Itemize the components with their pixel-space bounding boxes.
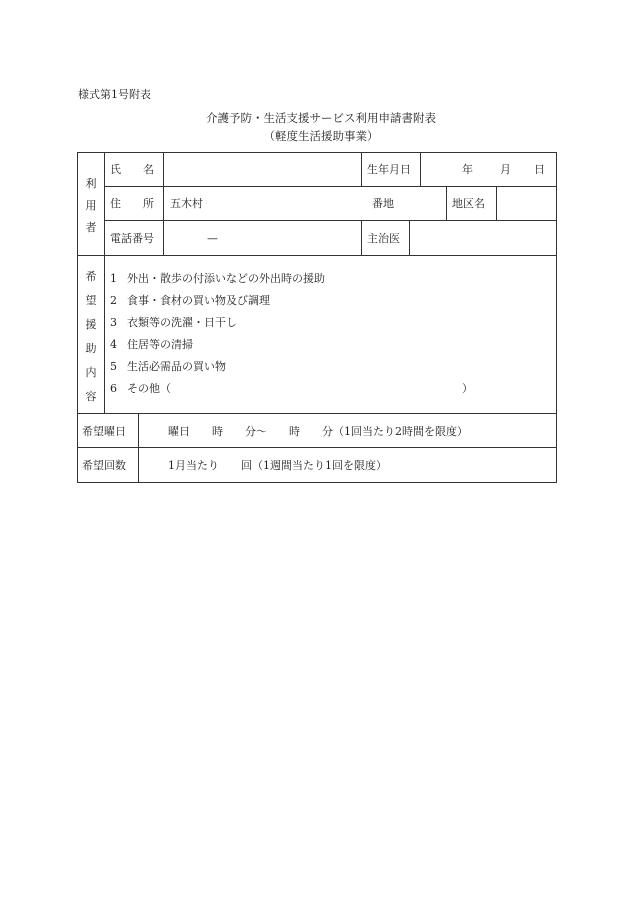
- column-divider: [361, 220, 362, 255]
- district-label: 地区名: [452, 197, 485, 210]
- support-item-text: その他（: [127, 382, 171, 395]
- support-item[interactable]: [108, 359, 553, 375]
- applicant-side-label-char: 用: [85, 199, 97, 212]
- row-divider: [77, 255, 557, 256]
- phone-field[interactable]: [165, 222, 359, 254]
- support-side-label-char: 内: [85, 366, 97, 379]
- column-divider: [420, 152, 421, 186]
- address-value: 五木村: [170, 197, 203, 210]
- address-label: 住 所: [110, 197, 154, 210]
- desired-day-text: 曜日 時 分～ 時 分（1回当たり2時間を限度）: [168, 425, 468, 438]
- desired-count-label: 希望回数: [82, 459, 126, 472]
- other-close-paren: ）: [462, 382, 473, 395]
- page-subtitle: （軽度生活援助事業）: [263, 129, 379, 143]
- support-side-label-char: 援: [85, 318, 97, 331]
- row-divider: [104, 186, 557, 187]
- column-divider: [163, 152, 164, 255]
- table-border-left: [77, 152, 78, 483]
- applicant-side-label-char: 者: [85, 221, 97, 234]
- form-number: 様式第1号附表: [78, 88, 151, 101]
- table-border-right: [556, 152, 557, 483]
- column-divider: [496, 186, 497, 220]
- support-item-text: 外出・散歩の付添いなどの外出時の援助: [127, 272, 325, 285]
- address-suffix: 番地: [372, 197, 394, 210]
- table-border-top: [77, 152, 557, 153]
- doctor-label: 主治医: [367, 232, 400, 245]
- column-divider: [104, 152, 105, 413]
- birth-year-unit: 年: [462, 163, 473, 176]
- support-side-label-char: 容: [85, 390, 97, 403]
- support-item[interactable]: [108, 381, 553, 397]
- support-item-text: 住居等の清掃: [127, 338, 193, 351]
- desired-count-field[interactable]: [140, 449, 555, 481]
- support-item-text: 衣類等の洗濯・日干し: [127, 316, 237, 329]
- support-item[interactable]: [108, 271, 553, 287]
- phone-label: 電話番号: [110, 232, 154, 245]
- applicant-side-label-char: 利: [85, 177, 97, 190]
- desired-day-field[interactable]: [140, 415, 555, 446]
- support-item-number: 2: [110, 294, 117, 307]
- support-item[interactable]: [108, 315, 553, 331]
- desired-day-label: 希望曜日: [82, 425, 126, 438]
- row-divider: [77, 413, 557, 414]
- row-divider: [77, 447, 557, 448]
- support-item-text: 食事・食材の買い物及び調理: [127, 294, 270, 307]
- doctor-field[interactable]: [411, 222, 555, 254]
- support-item-number: 6: [110, 382, 117, 395]
- column-divider: [138, 413, 139, 482]
- phone-separator: —: [207, 232, 218, 245]
- birth-month-unit: 月: [500, 163, 511, 176]
- support-item-number: 3: [110, 316, 117, 329]
- support-item-text: 生活必需品の買い物: [127, 360, 226, 373]
- row-divider: [104, 220, 557, 221]
- birth-day-unit: 日: [534, 163, 545, 176]
- support-item-number: 1: [110, 272, 117, 285]
- name-label: 氏 名: [110, 163, 154, 176]
- support-side-label-char: 助: [85, 342, 97, 355]
- address-field[interactable]: [165, 188, 445, 219]
- birth-date-field[interactable]: [422, 154, 555, 185]
- district-field[interactable]: [498, 188, 555, 219]
- support-side-label-char: 望: [85, 294, 97, 307]
- support-item[interactable]: [108, 293, 553, 309]
- column-divider: [446, 186, 447, 220]
- column-divider: [361, 152, 362, 186]
- desired-count-text: 1月当たり 回（1週間当たり1回を限度）: [168, 459, 387, 472]
- name-field[interactable]: [165, 154, 359, 185]
- support-item[interactable]: [108, 337, 553, 353]
- support-item-number: 4: [110, 338, 117, 351]
- birth-date-label: 生年月日: [367, 163, 411, 176]
- table-border-bottom: [77, 482, 557, 483]
- support-side-label-char: 希: [85, 270, 97, 283]
- column-divider: [409, 220, 410, 255]
- page-title: 介護予防・生活支援サービス利用申請書附表: [206, 111, 436, 125]
- support-item-number: 5: [110, 360, 117, 373]
